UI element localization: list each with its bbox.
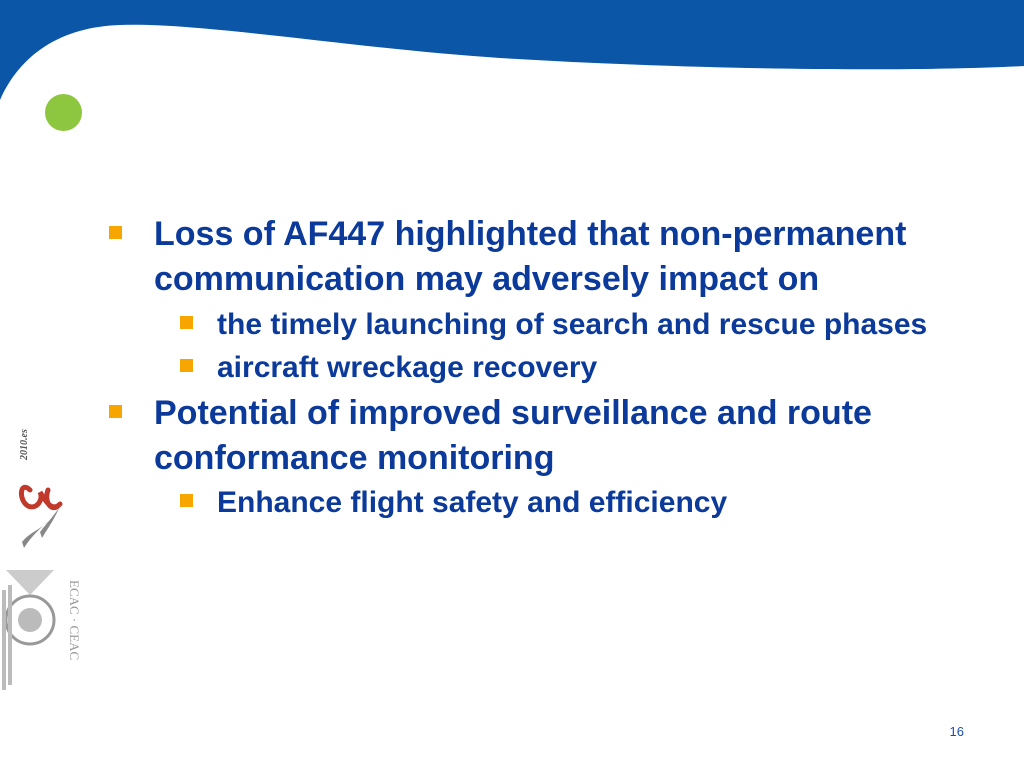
ecac-logo	[4, 570, 82, 690]
bullet-1-sub-2	[105, 346, 985, 389]
bullet-2-sub-1-text: Enhance flight safety and efficiency	[217, 486, 728, 519]
slide-body	[105, 212, 985, 524]
side-logos	[0, 420, 95, 700]
green-dot-decoration	[45, 94, 82, 131]
bullet-1-sub-1	[105, 303, 985, 346]
bullet-2-sub-1	[105, 481, 985, 524]
bullet-square-icon	[180, 494, 193, 507]
page-number: 16	[949, 724, 964, 739]
svg-text:2010.es: 2010.es	[19, 429, 30, 460]
eu-presidency-logo	[19, 429, 60, 548]
bullet-2-text: Potential of improved surveillance and route conformance monitoring	[154, 394, 872, 477]
bullet-1-sub-2-text: aircraft wreckage recovery	[217, 351, 598, 384]
bullet-square-icon	[180, 359, 193, 372]
bullet-1-text: Loss of AF447 highlighted that non-permanent communication may adversely impact on	[154, 215, 907, 298]
bullet-square-icon	[109, 405, 122, 418]
bullet-1-sub-1-text: the timely launching of search and rescue phases	[217, 308, 928, 341]
bullet-square-icon	[180, 316, 193, 329]
header-swoosh	[0, 0, 1024, 160]
svg-text:ECAC · CEAC: ECAC · CEAC	[67, 580, 82, 661]
bullet-square-icon	[109, 226, 122, 239]
bullet-1	[105, 212, 985, 302]
bullet-2	[105, 391, 985, 481]
